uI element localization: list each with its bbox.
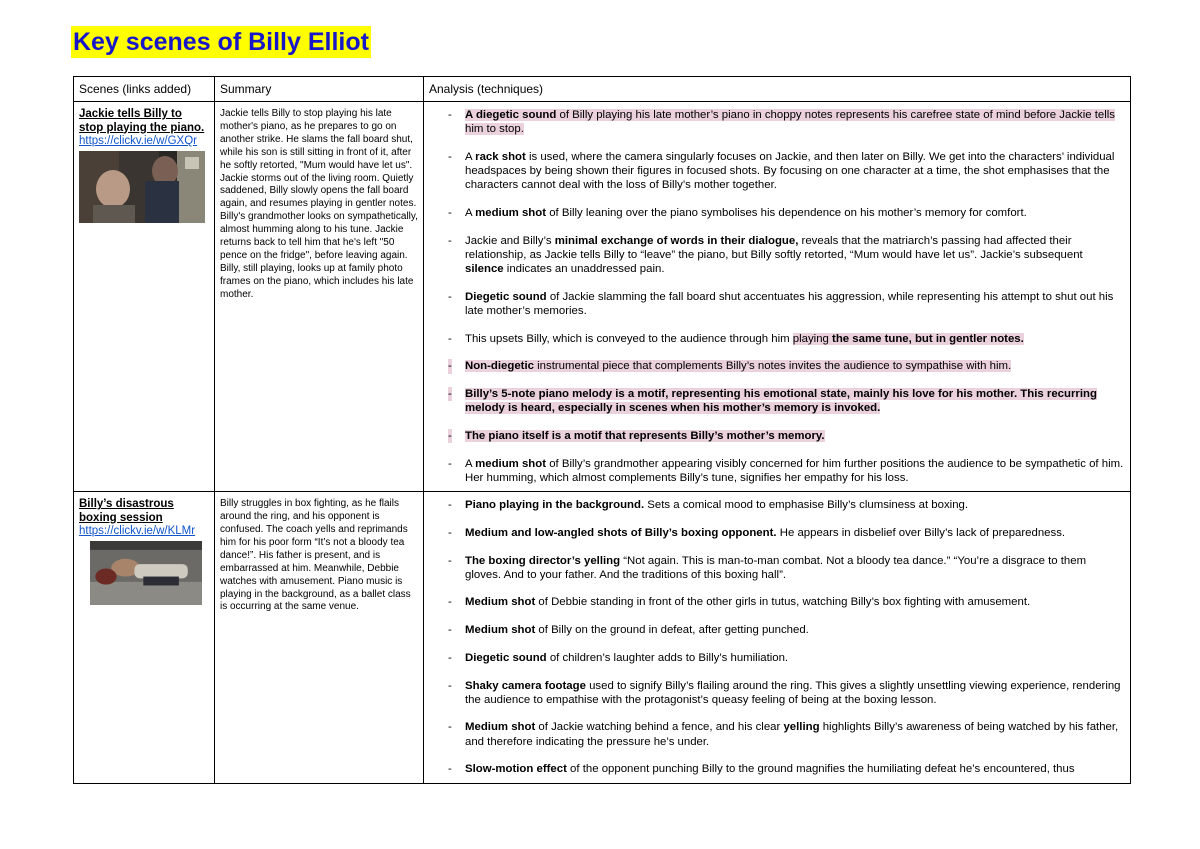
analysis-item: - Shaky camera footage used to signify Billy’s flailing around the ring. This gives a slightly unsettling viewing experience, rendering the audience to empathise with the protagonist’s queasy feeling of being at the boxing lesson. [448,679,1121,706]
key-scenes-table [73,76,1131,784]
scene-thumbnail-image [79,541,213,605]
analysis-item: - Medium shot of Debbie standing in front of the other girls in tutus, watching Billy’s box fighting with amusement. [448,596,1031,609]
analysis-item: - A medium shot of Billy leaning over the piano symbolises his dependence on his mother’s memory for comfort. [448,207,1027,220]
header-summary: Summary [215,77,424,102]
analysis-item: - Medium shot of Jackie watching behind a fence, and his clear yelling highlights Billy’s awareness of being watched by his father, and therefore indicating the pressure he’s under. [448,721,1119,748]
analysis-cell [424,102,1131,492]
table-row [74,492,1131,783]
table-row [74,102,1131,492]
analysis-item: - A diegetic sound of Billy playing his late mother’s piano in choppy notes represents his carefree state of mind before Jackie tells him to stop. [448,109,1115,136]
summary-cell: Billy struggles in box fighting, as he flails around the ring, and his opponent is confused. The coach yells and reprimands him for his poor form “It’s not a bloody tea dance!”. His father is present, and is embarrassed at him. Meanwhile, Debbie watches with amusement. Piano music is playing in the background, as a ballet class is occurring at the same venue. [215,492,424,783]
table-header-row [74,77,1131,102]
analysis-item: - Non-diegetic instrumental piece that complements Billy’s notes invites the audience to sympathise with him. [448,360,1012,373]
header-scenes: Scenes (links added) [74,77,215,102]
analysis-item: - Diegetic sound of Jackie slamming the fall board shut accentuates his aggression, while representing his attempt to shut out his late mother’s memories. [448,290,1114,318]
scene-link[interactable]: https://clickv.ie/w/GXQr [79,135,198,147]
analysis-item: - Diegetic sound of children’s laughter adds to Billy’s humiliation. [448,651,789,664]
scene-cell [74,102,215,492]
analysis-item: - The boxing director’s yelling “Not again. This is man-to-man combat. Not a bloody tea dance.” “You’re a disgrace to them gloves. And to your father. And the traditions of this boxing hall”. [448,554,1087,581]
analysis-item: - Jackie and Billy’s minimal exchange of words in their dialogue, reveals that the matriarch’s passing had affected their relationship, as Jackie tells Billy to “leave” the piano, but Billy softly retorted, “Mum would have let us”. Jackie’s subsequent silence indicates an unaddressed pain. [448,234,1083,276]
summary-cell: Jackie tells Billy to stop playing his late mother's piano, as he prepares to go on another strike. He slams the fall board shut, while his son is still sitting in front of it, after he softly retorted, "Mum would have let us". Jackie storms out of the living room. Quietly saddened, Billy slowly opens the fall board again, and resumes playing in gentler notes. Billy's grandmother looks on sympathetically, almost humming along to his tune. Jackie returns back to tell him that he's left "50 pence on the fridge", before leaving again. Billy, still playing, looks up at family photo frames on the piano, which includes his late mother. [215,102,424,492]
analysis-item: - Medium shot of Billy on the ground in defeat, after getting punched. [448,624,809,637]
scene-cell [74,492,215,783]
header-analysis: Analysis (techniques) [424,77,1131,102]
analysis-item: - This upsets Billy, which is conveyed to the audience through him playing the same tune, but in gentler notes. [448,332,1024,345]
analysis-cell [424,492,1131,783]
analysis-item: - Billy’s 5-note piano melody is a motif, representing his emotional state, mainly his love for his mother. This recurring melody is heard, especially in scenes when his mother’s memory is invoked. [448,388,1097,415]
scene-title: Billy’s disastrous boxing session [79,498,174,524]
analysis-item: - Slow-motion effect of the opponent punching Billy to the ground magnifies the humiliating defeat he’s encountered, thus [448,763,1075,776]
scene-link[interactable]: https://clickv.ie/w/KLMr [79,525,196,538]
analysis-item: - A rack shot is used, where the camera singularly focuses on Jackie, and then later on Billy. We get into the characters’ individual headspaces by being shown their figures in focused shots. By focusing on one character at a time, the shot emphasises that the characters cannot deal with the loss of Billy’s mother together. [448,150,1115,192]
analysis-item: - The piano itself is a motif that represents Billy’s mother’s memory. [448,430,825,443]
page-title: Key scenes of Billy Elliot [73,28,369,56]
analysis-item: - Piano playing in the background. Sets a comical mood to emphasise Billy’s clumsiness at boxing. [448,499,969,512]
scene-title: Jackie tells Billy to stop playing the piano. [79,108,205,134]
analysis-item: - A medium shot of Billy’s grandmother appearing visibly concerned for him further positions the audience to be sympathetic of him. Her humming, which almost complements Billy’s tune, signifies her empathy for his loss. [448,457,1124,484]
analysis-item: - Medium and low-angled shots of Billy’s boxing opponent. He appears in disbelief over Billy’s lack of preparedness. [448,526,1066,539]
scene-thumbnail-image [79,151,205,223]
